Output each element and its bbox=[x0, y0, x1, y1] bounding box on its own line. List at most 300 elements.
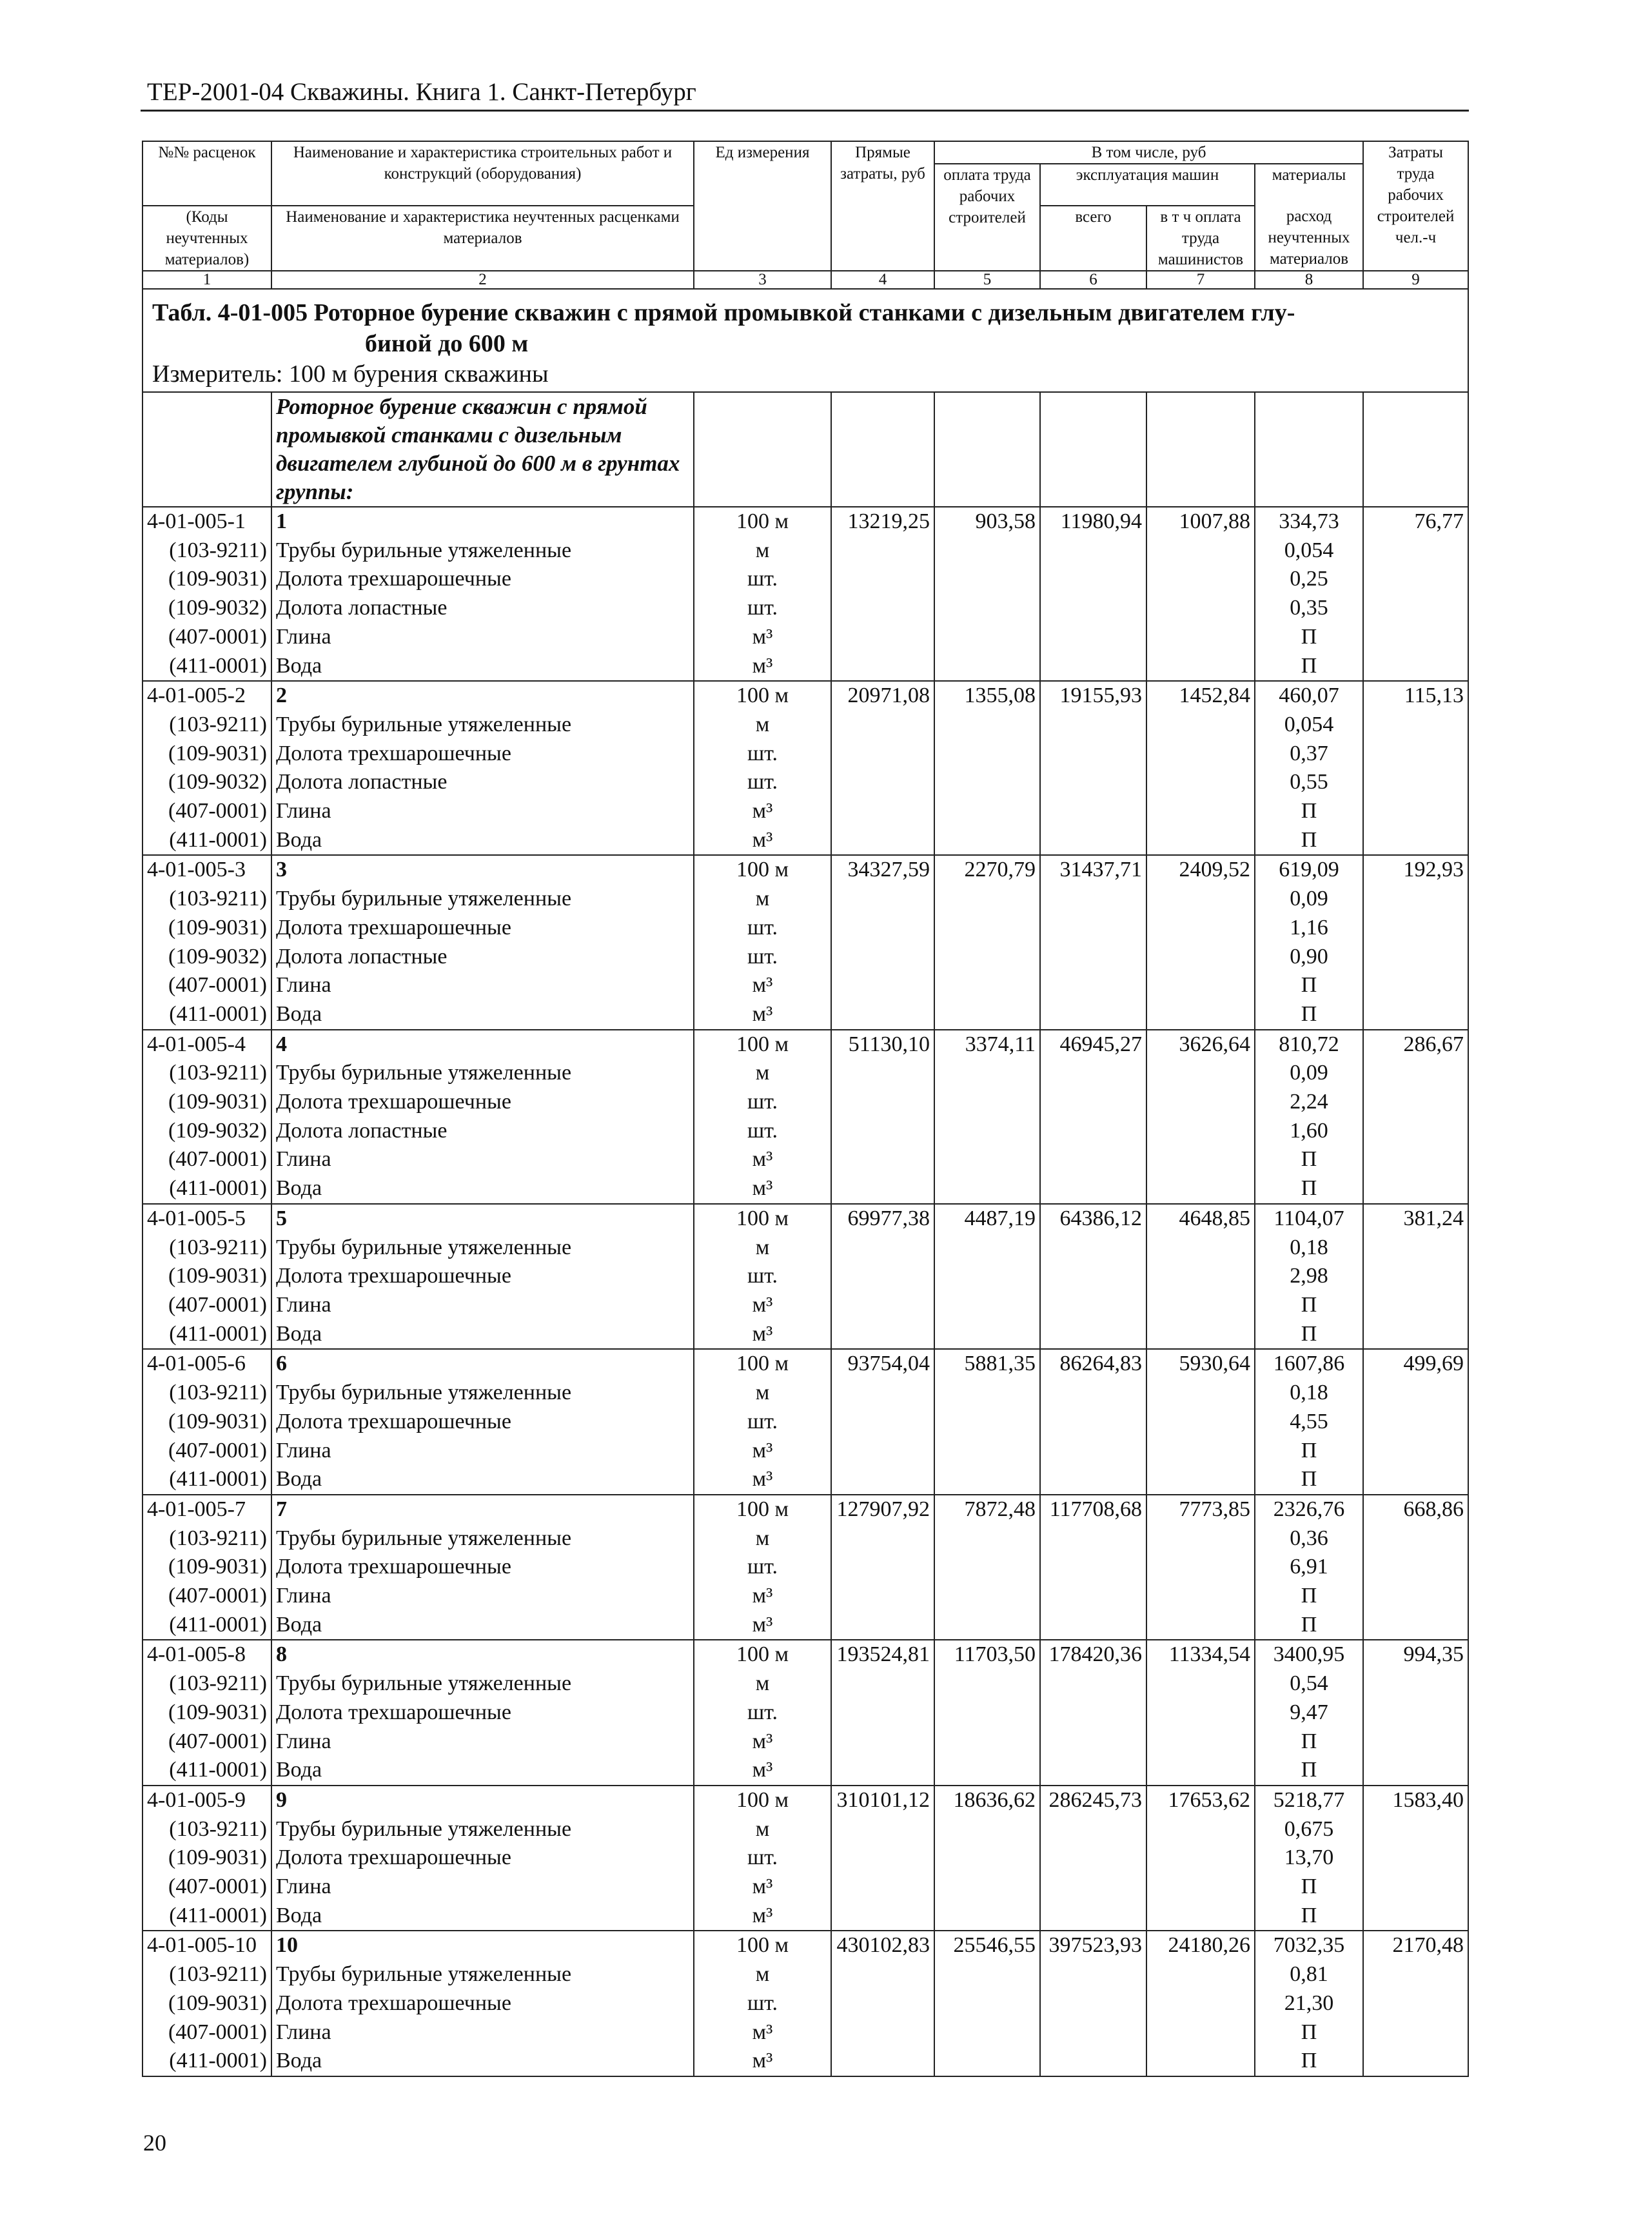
empty-cell bbox=[831, 1465, 934, 1495]
material-row bbox=[143, 1553, 1468, 1582]
intro-blank bbox=[831, 392, 934, 507]
empty-cell bbox=[1363, 1728, 1468, 1757]
material-unit: м bbox=[694, 1960, 831, 1989]
empty-cell bbox=[934, 885, 1040, 914]
empty-cell bbox=[1040, 537, 1146, 566]
empty-cell bbox=[831, 914, 934, 943]
material-row bbox=[143, 1291, 1468, 1320]
machines-cost: 117708,68 bbox=[1040, 1495, 1146, 1524]
material-name: Трубы бурильные утяжеленные bbox=[271, 1669, 694, 1698]
col-header-machines-total: всего bbox=[1040, 206, 1146, 271]
rate-code: 4-01-005-2 bbox=[143, 681, 271, 711]
material-name: Долота трехшарошечные bbox=[271, 565, 694, 594]
unit: 100 м bbox=[694, 1204, 831, 1234]
material-consumption: 2,98 bbox=[1255, 1262, 1363, 1291]
material-unit: м³ bbox=[694, 1145, 831, 1174]
materials-cost: 5218,77 bbox=[1255, 1786, 1363, 1815]
material-unit: м bbox=[694, 1059, 831, 1088]
material-consumption: 0,054 bbox=[1255, 537, 1363, 566]
empty-cell bbox=[831, 2018, 934, 2047]
labor-cost: 2270,79 bbox=[934, 855, 1040, 885]
empty-cell bbox=[1363, 797, 1468, 826]
direct-costs: 127907,92 bbox=[831, 1495, 934, 1524]
empty-cell bbox=[1146, 1756, 1255, 1786]
machines-cost: 86264,83 bbox=[1040, 1349, 1146, 1379]
empty-cell bbox=[1363, 740, 1468, 769]
empty-cell bbox=[1040, 1088, 1146, 1117]
empty-cell bbox=[1146, 768, 1255, 797]
empty-cell bbox=[934, 2018, 1040, 2047]
empty-cell bbox=[1146, 1117, 1255, 1146]
empty-cell bbox=[831, 1989, 934, 2018]
labor-cost: 3374,11 bbox=[934, 1030, 1040, 1059]
material-code: (407-0001) bbox=[143, 971, 271, 1000]
material-consumption: 0,18 bbox=[1255, 1379, 1363, 1408]
material-row bbox=[143, 1902, 1468, 1931]
empty-cell bbox=[934, 797, 1040, 826]
rate-row bbox=[143, 1349, 1468, 1379]
operators-cost: 1007,88 bbox=[1146, 507, 1255, 537]
empty-cell bbox=[1040, 1553, 1146, 1582]
empty-cell bbox=[1040, 623, 1146, 652]
material-row bbox=[143, 2018, 1468, 2047]
material-row bbox=[143, 623, 1468, 652]
material-name: Трубы бурильные утяжеленные bbox=[271, 1059, 694, 1088]
material-name: Трубы бурильные утяжеленные bbox=[271, 711, 694, 740]
material-name: Глина bbox=[271, 1437, 694, 1466]
empty-cell bbox=[831, 1000, 934, 1030]
intro-blank bbox=[694, 392, 831, 507]
material-row bbox=[143, 1756, 1468, 1786]
col-number: 5 bbox=[934, 271, 1040, 289]
material-code: (103-9211) bbox=[143, 1815, 271, 1844]
empty-cell bbox=[934, 1669, 1040, 1698]
material-code: (109-9031) bbox=[143, 1408, 271, 1437]
empty-cell bbox=[1146, 885, 1255, 914]
soil-group: 7 bbox=[271, 1495, 694, 1524]
material-code: (109-9032) bbox=[143, 943, 271, 972]
material-name: Глина bbox=[271, 971, 694, 1000]
machines-cost: 31437,71 bbox=[1040, 855, 1146, 885]
empty-cell bbox=[1363, 1320, 1468, 1350]
material-consumption: П bbox=[1255, 652, 1363, 682]
material-unit: шт. bbox=[694, 768, 831, 797]
unit: 100 м bbox=[694, 1030, 831, 1059]
rate-code: 4-01-005-5 bbox=[143, 1204, 271, 1234]
empty-cell bbox=[1146, 1262, 1255, 1291]
empty-cell bbox=[1040, 1873, 1146, 1902]
material-unit: м³ bbox=[694, 971, 831, 1000]
material-row bbox=[143, 537, 1468, 566]
direct-costs: 13219,25 bbox=[831, 507, 934, 537]
empty-cell bbox=[1363, 711, 1468, 740]
material-unit: м bbox=[694, 537, 831, 566]
material-row bbox=[143, 797, 1468, 826]
material-row bbox=[143, 1000, 1468, 1030]
empty-cell bbox=[1363, 1174, 1468, 1204]
empty-cell bbox=[1363, 885, 1468, 914]
material-unit: шт. bbox=[694, 1553, 831, 1582]
labor-hours: 1583,40 bbox=[1363, 1786, 1468, 1815]
soil-group: 10 bbox=[271, 1931, 694, 1960]
direct-costs: 310101,12 bbox=[831, 1786, 934, 1815]
material-name: Вода bbox=[271, 1320, 694, 1350]
empty-cell bbox=[1363, 1582, 1468, 1611]
soil-group: 8 bbox=[271, 1640, 694, 1669]
empty-cell bbox=[934, 1088, 1040, 1117]
col-header-direct: Прямые затраты, руб bbox=[831, 141, 934, 271]
empty-cell bbox=[1146, 1844, 1255, 1873]
empty-cell bbox=[934, 652, 1040, 682]
material-row bbox=[143, 594, 1468, 623]
material-name: Глина bbox=[271, 2018, 694, 2047]
empty-cell bbox=[1146, 1669, 1255, 1698]
material-row bbox=[143, 1088, 1468, 1117]
empty-cell bbox=[1040, 1611, 1146, 1640]
material-code: (411-0001) bbox=[143, 826, 271, 856]
empty-cell bbox=[1363, 1379, 1468, 1408]
material-unit: шт. bbox=[694, 914, 831, 943]
material-unit: м³ bbox=[694, 2018, 831, 2047]
machines-cost: 286245,73 bbox=[1040, 1786, 1146, 1815]
empty-cell bbox=[1146, 740, 1255, 769]
empty-cell bbox=[1146, 1728, 1255, 1757]
empty-cell bbox=[1146, 1059, 1255, 1088]
empty-cell bbox=[1146, 1320, 1255, 1350]
empty-cell bbox=[934, 1145, 1040, 1174]
material-name: Вода bbox=[271, 1000, 694, 1030]
empty-cell bbox=[831, 1524, 934, 1553]
soil-group: 9 bbox=[271, 1786, 694, 1815]
material-name: Долота трехшарошечные bbox=[271, 1844, 694, 1873]
labor-cost: 1355,08 bbox=[934, 681, 1040, 711]
empty-cell bbox=[1146, 1408, 1255, 1437]
material-unit: шт. bbox=[694, 1088, 831, 1117]
materials-cost: 3400,95 bbox=[1255, 1640, 1363, 1669]
material-code: (407-0001) bbox=[143, 797, 271, 826]
material-unit: м³ bbox=[694, 1611, 831, 1640]
material-name: Долота лопастные bbox=[271, 943, 694, 972]
empty-cell bbox=[1040, 1379, 1146, 1408]
rate-row bbox=[143, 1495, 1468, 1524]
empty-cell bbox=[934, 1989, 1040, 2018]
empty-cell bbox=[1363, 1117, 1468, 1146]
material-code: (103-9211) bbox=[143, 1059, 271, 1088]
materials-cost: 460,07 bbox=[1255, 681, 1363, 711]
material-name: Вода bbox=[271, 1756, 694, 1786]
empty-cell bbox=[1040, 711, 1146, 740]
material-name: Глина bbox=[271, 797, 694, 826]
empty-cell bbox=[1146, 1465, 1255, 1495]
operators-cost: 5930,64 bbox=[1146, 1349, 1255, 1379]
material-unit: м³ bbox=[694, 652, 831, 682]
empty-cell bbox=[1146, 1960, 1255, 1989]
material-code: (411-0001) bbox=[143, 1000, 271, 1030]
rate-code: 4-01-005-10 bbox=[143, 1931, 271, 1960]
direct-costs: 20971,08 bbox=[831, 681, 934, 711]
empty-cell bbox=[1146, 1145, 1255, 1174]
section-intro: Роторное бурение скважин с прямой промывкой станками с дизельным двигателем глубиной до 600 м в грунтах группы: bbox=[271, 392, 694, 507]
rate-code: 4-01-005-9 bbox=[143, 1786, 271, 1815]
material-code: (411-0001) bbox=[143, 1756, 271, 1786]
material-row bbox=[143, 1698, 1468, 1728]
empty-cell bbox=[831, 1553, 934, 1582]
empty-cell bbox=[1040, 1320, 1146, 1350]
empty-cell bbox=[934, 565, 1040, 594]
col-header-hours-bottom: строителей чел.-ч bbox=[1363, 206, 1468, 271]
empty-cell bbox=[934, 1844, 1040, 1873]
material-unit: м³ bbox=[694, 1437, 831, 1466]
empty-cell bbox=[934, 537, 1040, 566]
material-unit: м bbox=[694, 1524, 831, 1553]
material-row bbox=[143, 1989, 1468, 2018]
intro-blank bbox=[143, 392, 271, 507]
material-unit: шт. bbox=[694, 1844, 831, 1873]
empty-cell bbox=[934, 1728, 1040, 1757]
empty-cell bbox=[1040, 1582, 1146, 1611]
empty-cell bbox=[831, 1291, 934, 1320]
material-consumption: 0,18 bbox=[1255, 1234, 1363, 1263]
material-code: (103-9211) bbox=[143, 1524, 271, 1553]
empty-cell bbox=[1363, 1698, 1468, 1728]
labor-cost: 25546,55 bbox=[934, 1931, 1040, 1960]
material-unit: м bbox=[694, 1815, 831, 1844]
soil-group: 2 bbox=[271, 681, 694, 711]
empty-cell bbox=[1363, 1088, 1468, 1117]
material-row bbox=[143, 1408, 1468, 1437]
material-name: Вода bbox=[271, 2047, 694, 2076]
material-unit: м³ bbox=[694, 1873, 831, 1902]
material-code: (407-0001) bbox=[143, 1291, 271, 1320]
material-unit: шт. bbox=[694, 1698, 831, 1728]
empty-cell bbox=[831, 826, 934, 856]
material-consumption: 0,36 bbox=[1255, 1524, 1363, 1553]
materials-cost: 619,09 bbox=[1255, 855, 1363, 885]
material-row bbox=[143, 1582, 1468, 1611]
empty-cell bbox=[1040, 1234, 1146, 1263]
labor-hours: 994,35 bbox=[1363, 1640, 1468, 1669]
table-title-line1: Табл. 4-01-005 Роторное бурение скважин с прямой промывкой станками с дизельным двигателем глу- bbox=[152, 299, 1295, 326]
empty-cell bbox=[1040, 1117, 1146, 1146]
empty-cell bbox=[934, 1582, 1040, 1611]
empty-cell bbox=[1146, 797, 1255, 826]
rate-code: 4-01-005-7 bbox=[143, 1495, 271, 1524]
material-code: (103-9211) bbox=[143, 885, 271, 914]
material-unit: м³ bbox=[694, 1465, 831, 1495]
material-unit: шт. bbox=[694, 1117, 831, 1146]
material-unit: м bbox=[694, 1669, 831, 1698]
material-unit: шт. bbox=[694, 594, 831, 623]
soil-group: 6 bbox=[271, 1349, 694, 1379]
empty-cell bbox=[1363, 1611, 1468, 1640]
rate-code: 4-01-005-8 bbox=[143, 1640, 271, 1669]
empty-cell bbox=[1040, 1728, 1146, 1757]
empty-cell bbox=[831, 1145, 934, 1174]
empty-cell bbox=[831, 2047, 934, 2076]
material-code: (109-9032) bbox=[143, 768, 271, 797]
material-code: (103-9211) bbox=[143, 1379, 271, 1408]
material-unit: м³ bbox=[694, 1756, 831, 1786]
empty-cell bbox=[1363, 1437, 1468, 1466]
material-row bbox=[143, 1611, 1468, 1640]
empty-cell bbox=[831, 1582, 934, 1611]
empty-cell bbox=[831, 1728, 934, 1757]
empty-cell bbox=[1146, 1379, 1255, 1408]
empty-cell bbox=[1040, 1669, 1146, 1698]
material-name: Трубы бурильные утяжеленные bbox=[271, 885, 694, 914]
unit: 100 м bbox=[694, 1349, 831, 1379]
material-unit: м³ bbox=[694, 1728, 831, 1757]
material-unit: м³ bbox=[694, 2047, 831, 2076]
direct-costs: 51130,10 bbox=[831, 1030, 934, 1059]
empty-cell bbox=[831, 537, 934, 566]
machines-cost: 397523,93 bbox=[1040, 1931, 1146, 1960]
material-unit: м bbox=[694, 1379, 831, 1408]
material-consumption: 0,675 bbox=[1255, 1815, 1363, 1844]
empty-cell bbox=[1146, 1582, 1255, 1611]
rate-code: 4-01-005-1 bbox=[143, 507, 271, 537]
empty-cell bbox=[934, 1379, 1040, 1408]
material-code: (411-0001) bbox=[143, 1465, 271, 1495]
empty-cell bbox=[1363, 971, 1468, 1000]
empty-cell bbox=[934, 1291, 1040, 1320]
rate-code: 4-01-005-6 bbox=[143, 1349, 271, 1379]
empty-cell bbox=[1363, 1844, 1468, 1873]
empty-cell bbox=[934, 1000, 1040, 1030]
material-consumption: П bbox=[1255, 826, 1363, 856]
unit: 100 м bbox=[694, 1495, 831, 1524]
empty-cell bbox=[1040, 1145, 1146, 1174]
empty-cell bbox=[1040, 740, 1146, 769]
empty-cell bbox=[1040, 565, 1146, 594]
empty-cell bbox=[1363, 914, 1468, 943]
empty-cell bbox=[1363, 594, 1468, 623]
empty-cell bbox=[1146, 1000, 1255, 1030]
intro-blank bbox=[1255, 392, 1363, 507]
material-consumption: 0,55 bbox=[1255, 768, 1363, 797]
material-consumption: П bbox=[1255, 1000, 1363, 1030]
empty-cell bbox=[1146, 1291, 1255, 1320]
empty-cell bbox=[1040, 1000, 1146, 1030]
empty-cell bbox=[1363, 1756, 1468, 1786]
material-code: (109-9031) bbox=[143, 1553, 271, 1582]
labor-cost: 11703,50 bbox=[934, 1640, 1040, 1669]
empty-cell bbox=[1040, 1174, 1146, 1204]
material-name: Вода bbox=[271, 1902, 694, 1931]
material-name: Долота лопастные bbox=[271, 594, 694, 623]
labor-cost: 5881,35 bbox=[934, 1349, 1040, 1379]
empty-cell bbox=[1040, 1902, 1146, 1931]
empty-cell bbox=[831, 594, 934, 623]
empty-cell bbox=[1363, 537, 1468, 566]
col-number: 4 bbox=[831, 271, 934, 289]
empty-cell bbox=[831, 1873, 934, 1902]
operators-cost: 1452,84 bbox=[1146, 681, 1255, 711]
intro-blank bbox=[1363, 392, 1468, 507]
material-code: (109-9031) bbox=[143, 914, 271, 943]
empty-cell bbox=[1146, 1815, 1255, 1844]
empty-cell bbox=[1363, 1291, 1468, 1320]
empty-cell bbox=[1363, 623, 1468, 652]
empty-cell bbox=[1363, 2018, 1468, 2047]
empty-cell bbox=[1040, 1291, 1146, 1320]
material-unit: шт. bbox=[694, 943, 831, 972]
material-name: Долота трехшарошечные bbox=[271, 914, 694, 943]
material-consumption: П bbox=[1255, 2047, 1363, 2076]
empty-cell bbox=[934, 826, 1040, 856]
empty-cell bbox=[934, 1873, 1040, 1902]
material-code: (407-0001) bbox=[143, 2018, 271, 2047]
material-row bbox=[143, 1234, 1468, 1263]
material-row bbox=[143, 1320, 1468, 1350]
material-name: Вода bbox=[271, 1174, 694, 1204]
empty-cell bbox=[1040, 1437, 1146, 1466]
intro-blank bbox=[1146, 392, 1255, 507]
empty-cell bbox=[831, 768, 934, 797]
direct-costs: 430102,83 bbox=[831, 1931, 934, 1960]
material-name: Долота трехшарошечные bbox=[271, 1698, 694, 1728]
direct-costs: 34327,59 bbox=[831, 855, 934, 885]
material-consumption: 13,70 bbox=[1255, 1844, 1363, 1873]
col-number: 1 bbox=[143, 271, 271, 289]
rate-code: 4-01-005-4 bbox=[143, 1030, 271, 1059]
material-name: Долота лопастные bbox=[271, 1117, 694, 1146]
col-header-group: В том числе, руб bbox=[934, 141, 1363, 164]
material-row bbox=[143, 1873, 1468, 1902]
empty-cell bbox=[1146, 1234, 1255, 1263]
intro-blank bbox=[934, 392, 1040, 507]
material-code: (109-9031) bbox=[143, 1262, 271, 1291]
material-unit: м³ bbox=[694, 1902, 831, 1931]
material-name: Глина bbox=[271, 1145, 694, 1174]
empty-cell bbox=[934, 1465, 1040, 1495]
empty-cell bbox=[1040, 914, 1146, 943]
material-unit: м³ bbox=[694, 1320, 831, 1350]
material-unit: м³ bbox=[694, 797, 831, 826]
col-number: 2 bbox=[271, 271, 694, 289]
direct-costs: 193524,81 bbox=[831, 1640, 934, 1669]
material-consumption: 1,16 bbox=[1255, 914, 1363, 943]
materials-cost: 1104,07 bbox=[1255, 1204, 1363, 1234]
empty-cell bbox=[831, 1174, 934, 1204]
intro-blank bbox=[1040, 392, 1146, 507]
empty-cell bbox=[1146, 914, 1255, 943]
empty-cell bbox=[934, 1117, 1040, 1146]
empty-cell bbox=[934, 1553, 1040, 1582]
material-code: (103-9211) bbox=[143, 711, 271, 740]
material-consumption: 0,35 bbox=[1255, 594, 1363, 623]
empty-cell bbox=[831, 1815, 934, 1844]
material-consumption: 0,25 bbox=[1255, 565, 1363, 594]
material-code: (407-0001) bbox=[143, 623, 271, 652]
empty-cell bbox=[1040, 1815, 1146, 1844]
unit: 100 м bbox=[694, 1640, 831, 1669]
labor-cost: 18636,62 bbox=[934, 1786, 1040, 1815]
material-code: (103-9211) bbox=[143, 1234, 271, 1263]
labor-cost: 903,58 bbox=[934, 507, 1040, 537]
labor-hours: 2170,48 bbox=[1363, 1931, 1468, 1960]
labor-hours: 499,69 bbox=[1363, 1349, 1468, 1379]
empty-cell bbox=[831, 1698, 934, 1728]
empty-cell bbox=[1146, 1873, 1255, 1902]
material-unit: м³ bbox=[694, 1000, 831, 1030]
empty-cell bbox=[1363, 1465, 1468, 1495]
table-measure: Измеритель: 100 м бурения скважины bbox=[152, 360, 549, 388]
material-consumption: П bbox=[1255, 1465, 1363, 1495]
empty-cell bbox=[831, 1059, 934, 1088]
material-code: (103-9211) bbox=[143, 1669, 271, 1698]
machines-cost: 11980,94 bbox=[1040, 507, 1146, 537]
